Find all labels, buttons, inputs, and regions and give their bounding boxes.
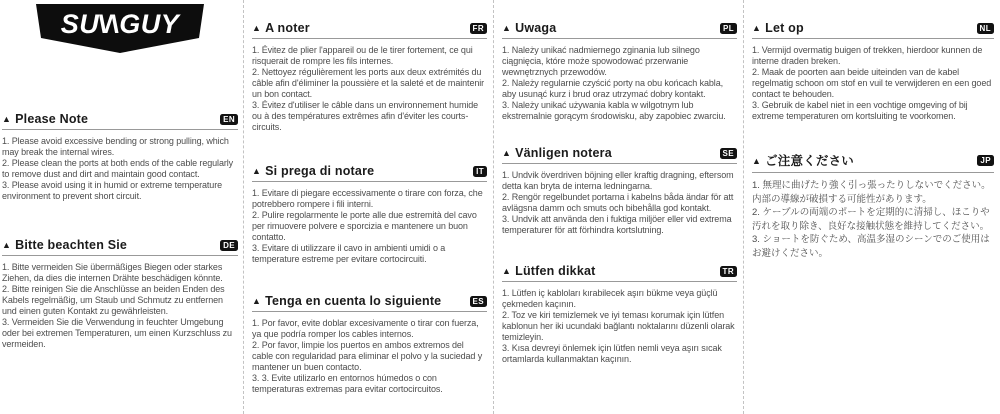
section-tenga-en-cuenta-es (252, 294, 487, 395)
section-divider-line (252, 38, 487, 39)
section-header (2, 238, 238, 252)
note-item: 3. Należy unikać używania kabla w wilgotnym lub ekstremalnie gorącym środowisku, aby zapobiec zwarciu. (502, 100, 726, 121)
note-item: 2. Maak de poorten aan beide uiteinden van de kabel regelmatig schoon om stof en vuil te verwijderen en een goed contact te behouden. (752, 67, 992, 99)
section-title (252, 294, 441, 308)
note-item: 1. Please avoid excessive bending or strong pulling, which may break the internal wires. (2, 136, 229, 157)
language-badge: IT (473, 166, 487, 177)
section-a-noter-fr (252, 21, 487, 133)
section-body (252, 188, 487, 265)
section-bitte-beachten-de (2, 238, 238, 350)
note-item: 2. Toz ve kiri temizlemek ve iyi teması korumak için lütfen kablonun her iki ucundaki bağlantı noktalarını düzenli olarak temizleyin. (502, 310, 735, 342)
section-body (752, 179, 994, 260)
note-item: 1. 無理に曲げたり強く引っ張ったりしないでください。内部の導線が破損する可能性があります。 (752, 180, 991, 205)
section-divider-line (252, 181, 487, 182)
section-title (502, 21, 556, 35)
note-item: 1. Undvik överdriven böjning eller kraftig dragning, eftersom detta kan bryta de interna ledningarna. (502, 170, 734, 191)
note-item: 3. ショートを防ぐため、高温多湿のシーンでのご使用はお避けください。 (752, 234, 990, 259)
section-title-text: Let op (765, 21, 804, 35)
section-header (752, 151, 994, 169)
section-si-prega-it (252, 164, 487, 265)
brand-logo-text-right: GUY (119, 9, 180, 39)
warning-icon: ▲ (752, 156, 762, 166)
section-title (502, 264, 596, 278)
section-divider-line (2, 129, 238, 130)
language-badge: JP (977, 155, 994, 166)
column-2 (244, 0, 494, 414)
section-header (2, 112, 238, 126)
section-header (252, 21, 487, 35)
note-item: 1. Por favor, evite doblar excesivamente o tirar con fuerza, ya que podría romper los cables internos. (252, 318, 479, 339)
section-let-op-nl (752, 21, 994, 122)
warning-icon: ▲ (2, 114, 12, 124)
note-item: 2. Por favor, limpie los puertos en ambos extremos del cable con regularidad para eliminar el polvo y la suciedad y mantener un buen contacto. (252, 340, 483, 372)
brand-logo-text-left: SU (60, 9, 100, 39)
note-item: 1. Bitte vermeiden Sie übermäßiges Biegen oder starkes Ziehen, da dies die internen Drähte beschädigen könnte. (2, 262, 223, 283)
warning-icon: ▲ (502, 23, 512, 33)
note-item: 2. Pulire regolarmente le porte alle due estremità del cavo per rimuovere polvere e sporcizia e mantenere un buon contatto. (252, 210, 477, 242)
section-title (752, 151, 854, 169)
section-title-text: Tenga en cuenta lo siguiente (265, 294, 442, 308)
section-title (752, 21, 804, 35)
section-title (252, 21, 310, 35)
note-item: 2. Należy regularnie czyścić porty na obu końcach kabla, aby usunąć kurz i brud oraz utrzymać dobry kontakt. (502, 78, 724, 99)
section-title (2, 238, 127, 252)
section-lutfen-dikkat-tr (502, 264, 737, 365)
section-title-text: A noter (265, 21, 310, 35)
section-divider-line (502, 163, 737, 164)
warning-icon: ▲ (2, 240, 12, 250)
section-header (502, 264, 737, 278)
brand-logo (36, 4, 204, 54)
section-body (252, 45, 487, 133)
section-title-text: Please Note (15, 112, 89, 126)
section-header (502, 146, 737, 160)
language-badge: EN (220, 114, 238, 125)
language-badge: SE (720, 148, 737, 159)
note-item: 2. Nettoyez régulièrement les ports aux deux extrémités du câble afin d'éliminer la poussière et la saleté et de maintenir un bon contact. (252, 67, 485, 99)
column-4 (744, 0, 1000, 414)
section-divider-line (2, 255, 238, 256)
section-title-text: Uwaga (515, 21, 557, 35)
note-item: 2. Please clean the ports at both ends of the cable regularly to remove dust and dirt and maintain good contact. (2, 158, 234, 179)
note-item: 2. ケーブルの両端のポートを定期的に清掃し、ほこりや汚れを取り除き、良好な接触状態を維持してください。 (752, 207, 990, 232)
section-body (2, 136, 238, 202)
column-3 (494, 0, 744, 414)
column-1 (0, 0, 244, 414)
note-item: 1. Évitez de plier l'appareil ou de le tirer fortement, ce qui risquerait de rompre les fils internes. (252, 45, 473, 66)
section-title (252, 164, 374, 178)
section-header (502, 21, 737, 35)
note-item: 3. Kısa devreyi önlemek için lütfen nemli veya aşırı sıcak ortamlarda kullanmaktan kaçının. (502, 343, 722, 364)
language-badge: FR (470, 23, 487, 34)
section-divider-line (752, 38, 994, 39)
section-title-text: Lütfen dikkat (515, 264, 596, 278)
section-body (2, 262, 238, 350)
warning-icon: ▲ (252, 296, 262, 306)
warning-icon: ▲ (252, 166, 262, 176)
section-body (252, 318, 487, 395)
section-uwaga-pl (502, 21, 737, 122)
section-please-note-en (2, 112, 238, 202)
note-item: 3. Évitez d'utiliser le câble dans un environnement humide ou à des températures extrêmes afin d'éviter les courts-circuits. (252, 100, 479, 132)
section-body (502, 45, 737, 122)
section-body (502, 288, 737, 365)
note-item: 1. Vermijd overmatig buigen of trekken, hierdoor kunnen de interne draden breken. (752, 45, 983, 66)
section-title-text: Vänligen notera (515, 146, 612, 160)
section-title (502, 146, 612, 160)
note-item: 1. Należy unikać nadmiernego zginania lub silnego ciągnięcia, które może spowodować przerwanie wewnętrznych przewodów. (502, 45, 700, 77)
section-title (2, 112, 88, 126)
section-body (752, 45, 994, 122)
note-item: 2. Bitte reinigen Sie die Anschlüsse an beiden Enden des Kabels regelmäßig, um Staub und Schmutz zu entfernen und einen guten Kontakt zu gewährleisten. (2, 284, 225, 316)
note-item: 3. Undvik att använda den i fuktiga miljöer eller vid extrema temperaturer för att förhindra kortslutning. (502, 214, 732, 235)
section-divider-line (252, 311, 487, 312)
section-header (252, 164, 487, 178)
section-title-text: Si prega di notare (265, 164, 375, 178)
language-badge: NL (977, 23, 994, 34)
language-badge: DE (220, 240, 238, 251)
section-divider-line (502, 281, 737, 282)
section-divider-line (752, 172, 994, 173)
note-item: 3. Gebruik de kabel niet in een vochtige omgeving of bij extreme temperaturen om kortsluiting te voorkomen. (752, 100, 968, 121)
section-header (752, 21, 994, 35)
warning-icon: ▲ (502, 148, 512, 158)
warning-icon: ▲ (752, 23, 762, 33)
section-title-text: ご注意ください (765, 154, 855, 168)
note-item: 3. Please avoid using it in humid or extreme temperature environment to prevent short circuit. (2, 180, 223, 201)
section-gochui-jp (752, 151, 994, 260)
language-badge: TR (720, 266, 737, 277)
note-item: 3. 3. Evite utilizarlo en entornos húmedos o con temperaturas extremas para evitar cortocircuitos. (252, 373, 443, 394)
note-item: 1. Evitare di piegare eccessivamente o tirare con forza, che potrebbero rompere i fili interni. (252, 188, 483, 209)
warning-icon: ▲ (252, 23, 262, 33)
note-item: 3. Vermeiden Sie die Verwendung in feuchter Umgebung oder bei extremen Temperaturen, um einen Kurzschluss zu vermeiden. (2, 317, 232, 349)
section-divider-line (502, 38, 737, 39)
language-badge: PL (720, 23, 737, 34)
warning-icon: ▲ (502, 266, 512, 276)
section-body (502, 170, 737, 236)
section-header (252, 294, 487, 308)
language-badge: ES (470, 296, 487, 307)
section-title-text: Bitte beachten Sie (15, 238, 128, 252)
section-vanligen-notera-se (502, 146, 737, 236)
brand-logo-text-n: N (99, 9, 120, 39)
brand-logo-text (36, 9, 204, 40)
note-item: 1. Lütfen iç kabloları kırabilecek aşırı bükme veya güçlü çekmeden kaçının. (502, 288, 718, 309)
note-item: 3. Evitare di utilizzare il cavo in ambienti umidi o a temperature estreme per evitare cortocircuiti. (252, 243, 446, 264)
note-item: 2. Rengör regelbundet portarna i kabelns båda ändar för att avlägsna damm och smuts och bibehålla god kontakt. (502, 192, 734, 213)
